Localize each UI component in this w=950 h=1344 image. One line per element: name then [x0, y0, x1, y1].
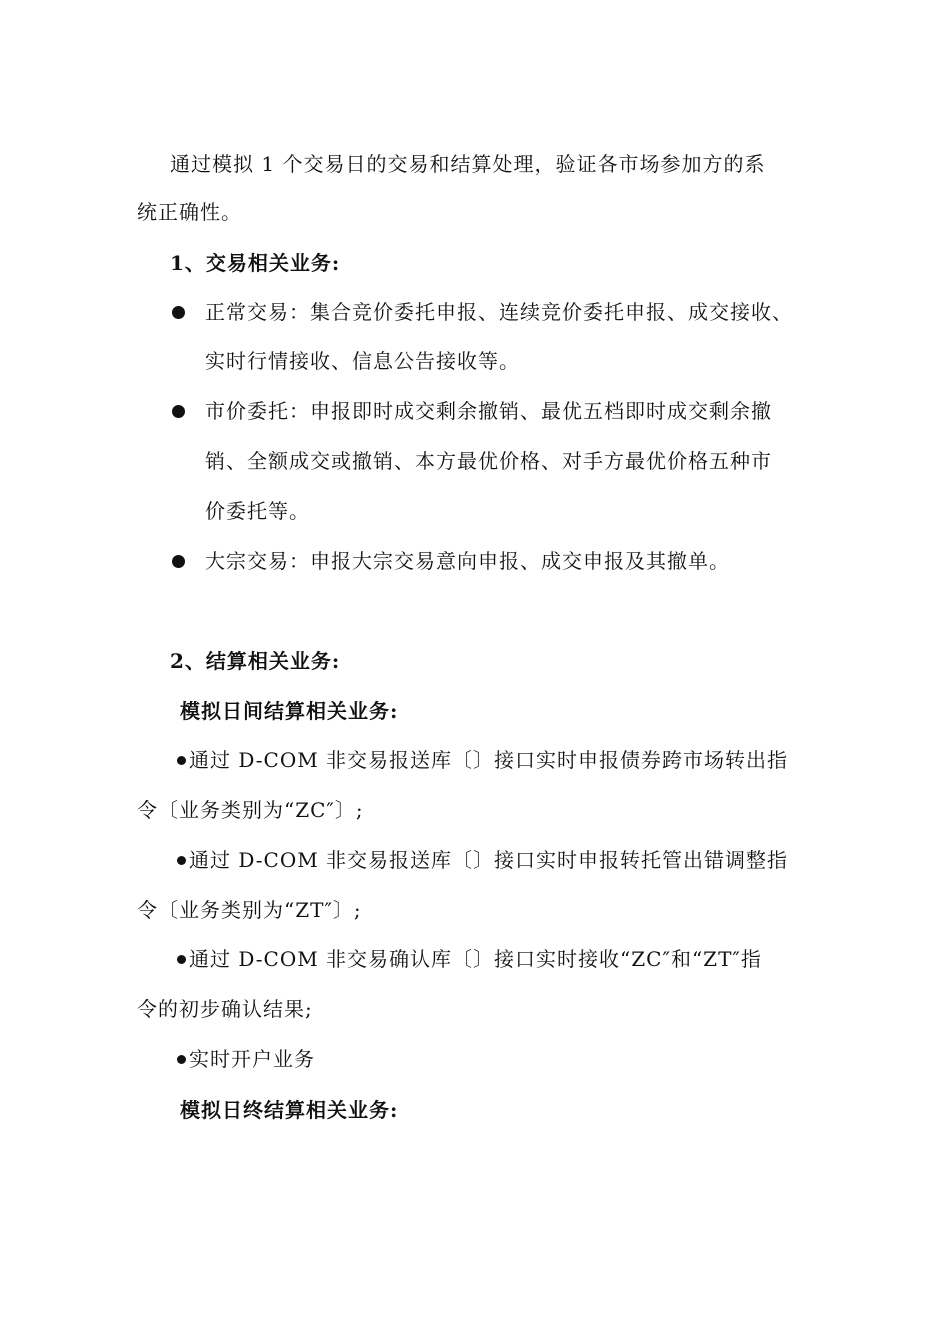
intraday-item-line [177, 946, 762, 972]
bullet-icon [177, 955, 186, 964]
bullet-icon [172, 306, 185, 319]
list-item-line: 实时行情接收、信息公告接收等。 [205, 349, 520, 373]
bullet-icon [177, 856, 186, 865]
bullet-icon [177, 1055, 186, 1064]
intraday-heading: 模拟日间结算相关业务: [180, 699, 399, 723]
intraday-item-line: 令〔业务类别为“ZC″〕; [137, 798, 364, 822]
bullet-icon [172, 555, 185, 568]
intraday-item-text: 通过 D-COM 非交易确认库〔〕接口实时接收“ZC″和“ZT″指 [189, 947, 762, 971]
intro-line-1: 通过模拟 1 个交易日的交易和结算处理，验证各市场参加方的系 [170, 152, 766, 176]
intraday-item-line: 令〔业务类别为“ZT″〕; [137, 898, 362, 922]
intraday-item-line [177, 847, 788, 873]
intraday-item-line [177, 1046, 315, 1072]
intraday-item-line [177, 747, 788, 773]
section-1-heading: 1、交易相关业务: [170, 251, 341, 275]
list-item-line: 市价委托：申报即时成交剩余撤销、最优五档即时成交剩余撤 [205, 399, 772, 423]
list-item-line: 价委托等。 [205, 499, 310, 523]
intro-line-2: 统正确性。 [137, 200, 242, 224]
intraday-item-line: 令的初步确认结果; [137, 997, 313, 1021]
intraday-item-text: 实时开户业务 [189, 1047, 315, 1071]
bullet-icon [177, 756, 186, 765]
list-item-line: 大宗交易：申报大宗交易意向申报、成交申报及其撤单。 [205, 549, 730, 573]
intraday-item-text: 通过 D-COM 非交易报送库〔〕接口实时申报债券跨市场转出指 [189, 748, 789, 772]
section-2-heading: 2、结算相关业务: [170, 649, 341, 673]
bullet-icon [172, 405, 185, 418]
endofday-heading: 模拟日终结算相关业务: [180, 1098, 399, 1122]
list-item-line: 销、全额成交或撤销、本方最优价格、对手方最优价格五种市 [205, 449, 772, 473]
intraday-item-text: 通过 D-COM 非交易报送库〔〕接口实时申报转托管出错调整指 [189, 848, 789, 872]
list-item-line: 正常交易：集合竞价委托申报、连续竞价委托申报、成交接收、 [205, 300, 793, 324]
